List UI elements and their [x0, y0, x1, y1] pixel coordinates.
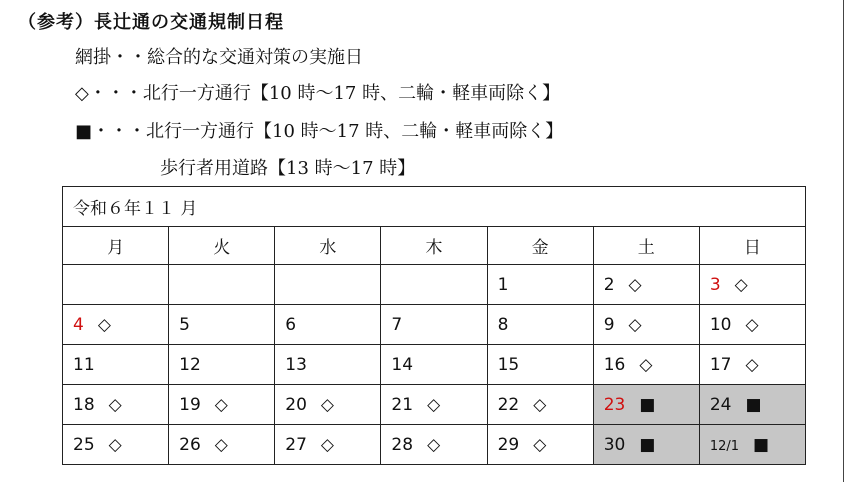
- day-number: 7: [391, 314, 403, 335]
- diamond-icon: ◇: [214, 394, 228, 415]
- diamond-icon: ◇: [533, 434, 547, 455]
- weekday-header: 土: [593, 227, 699, 265]
- day-number: 28: [391, 434, 414, 455]
- calendar-day-cell: [699, 385, 805, 425]
- calendar-day-cell: [699, 345, 805, 385]
- legend-line-square: ■・・・北行一方通行【10 時～17 時、二輪・軽車両除く】: [75, 121, 564, 142]
- calendar-day-cell: [169, 305, 275, 345]
- calendar-day-cell: [699, 425, 805, 465]
- day-number: 1: [497, 274, 509, 295]
- calendar-day-cell: [63, 265, 169, 305]
- day-number: 22: [497, 394, 520, 415]
- calendar-day-cell: [381, 345, 487, 385]
- diamond-icon: ◇: [745, 314, 759, 335]
- calendar-week-row: [63, 425, 806, 465]
- day-number: 16: [603, 354, 626, 375]
- day-number: 4: [73, 314, 84, 335]
- day-number: 11: [73, 354, 95, 375]
- calendar-day-cell: [275, 345, 381, 385]
- calendar-day-cell: [169, 385, 275, 425]
- filled-square-icon: ■: [745, 394, 762, 415]
- day-number: 17: [709, 354, 732, 375]
- calendar-day-cell: [381, 265, 487, 305]
- legend-line-diamond: ◇・・・北行一方通行【10 時～17 時、二輪・軽車両除く】: [75, 83, 561, 104]
- calendar-day-cell: [169, 425, 275, 465]
- calendar-day-cell: [593, 345, 699, 385]
- calendar-day-cell: [487, 345, 593, 385]
- diamond-icon: ◇: [533, 394, 547, 415]
- day-number: 12/1: [709, 438, 740, 454]
- calendar-day-cell: [63, 425, 169, 465]
- weekday-header: 木: [381, 227, 487, 265]
- day-number: 23: [603, 394, 626, 415]
- weekday-header: 金: [487, 227, 593, 265]
- calendar-day-cell: [487, 305, 593, 345]
- calendar-day-cell: [275, 385, 381, 425]
- diamond-icon: ◇: [427, 434, 441, 455]
- day-number: 25: [73, 434, 95, 455]
- day-number: 18: [73, 394, 95, 415]
- calendar-day-cell: [275, 305, 381, 345]
- calendar-table: [62, 186, 806, 465]
- day-number: 13: [285, 354, 307, 375]
- filled-square-icon: ■: [753, 434, 770, 455]
- calendar-day-cell: [169, 345, 275, 385]
- legend-line-pedestrian: 歩行者用道路【13 時～17 時】: [160, 158, 416, 179]
- day-number: 9: [603, 314, 615, 335]
- calendar-day-cell: [381, 305, 487, 345]
- diamond-icon: ◇: [108, 394, 122, 415]
- day-number: 21: [391, 394, 414, 415]
- day-number: 30: [603, 434, 626, 455]
- calendar-month-label: 令和６年１１ 月: [63, 187, 806, 227]
- calendar-day-cell: [593, 385, 699, 425]
- diamond-icon: ◇: [214, 434, 228, 455]
- diamond-icon: ◇: [639, 354, 653, 375]
- calendar-day-cell: [63, 385, 169, 425]
- calendar-week-row: [63, 265, 806, 305]
- weekday-header: 日: [699, 227, 805, 265]
- filled-square-icon: ■: [639, 434, 656, 455]
- calendar-day-cell: [487, 425, 593, 465]
- day-number: 10: [709, 314, 732, 335]
- diamond-icon: ◇: [320, 434, 334, 455]
- diamond-icon: ◇: [745, 354, 759, 375]
- diamond-icon: ◇: [628, 274, 642, 295]
- day-number: 19: [179, 394, 201, 415]
- diamond-icon: ◇: [427, 394, 441, 415]
- calendar-day-cell: [381, 425, 487, 465]
- calendar-day-cell: [593, 305, 699, 345]
- diamond-icon: ◇: [108, 434, 122, 455]
- calendar-day-cell: [63, 305, 169, 345]
- day-number: 3: [709, 274, 721, 295]
- calendar-day-cell: [487, 265, 593, 305]
- day-number: 24: [709, 394, 732, 415]
- calendar-day-cell: [63, 345, 169, 385]
- day-number: 12: [179, 354, 201, 375]
- weekday-header: 月: [63, 227, 169, 265]
- day-number: 8: [497, 314, 509, 335]
- page-edge-line: [843, 0, 844, 482]
- day-number: 15: [497, 354, 520, 375]
- day-number: 20: [285, 394, 307, 415]
- weekday-header: 水: [275, 227, 381, 265]
- calendar-week-row: [63, 305, 806, 345]
- weekday-header: 火: [169, 227, 275, 265]
- diamond-icon: ◇: [734, 274, 748, 295]
- calendar-day-cell: [275, 425, 381, 465]
- day-number: 6: [285, 314, 297, 335]
- day-number: 14: [391, 354, 414, 375]
- filled-square-icon: ■: [639, 394, 656, 415]
- diamond-icon: ◇: [97, 314, 111, 335]
- calendar-day-cell: [699, 305, 805, 345]
- page-title: （参考）長辻通の交通規制日程: [18, 12, 284, 33]
- day-number: 26: [179, 434, 201, 455]
- calendar-day-cell: [593, 425, 699, 465]
- calendar-day-cell: [593, 265, 699, 305]
- day-number: 5: [179, 314, 190, 335]
- day-number: 2: [603, 274, 615, 295]
- calendar-day-cell: [699, 265, 805, 305]
- legend-line-shading: 網掛・・総合的な交通対策の実施日: [75, 47, 363, 68]
- calendar-week-row: [63, 385, 806, 425]
- calendar-day-cell: [381, 385, 487, 425]
- diamond-icon: ◇: [628, 314, 642, 335]
- calendar-day-cell: [275, 265, 381, 305]
- day-number: 27: [285, 434, 307, 455]
- calendar-day-cell: [169, 265, 275, 305]
- calendar-day-cell: [487, 385, 593, 425]
- day-number: 29: [497, 434, 520, 455]
- diamond-icon: ◇: [320, 394, 334, 415]
- calendar-week-row: [63, 345, 806, 385]
